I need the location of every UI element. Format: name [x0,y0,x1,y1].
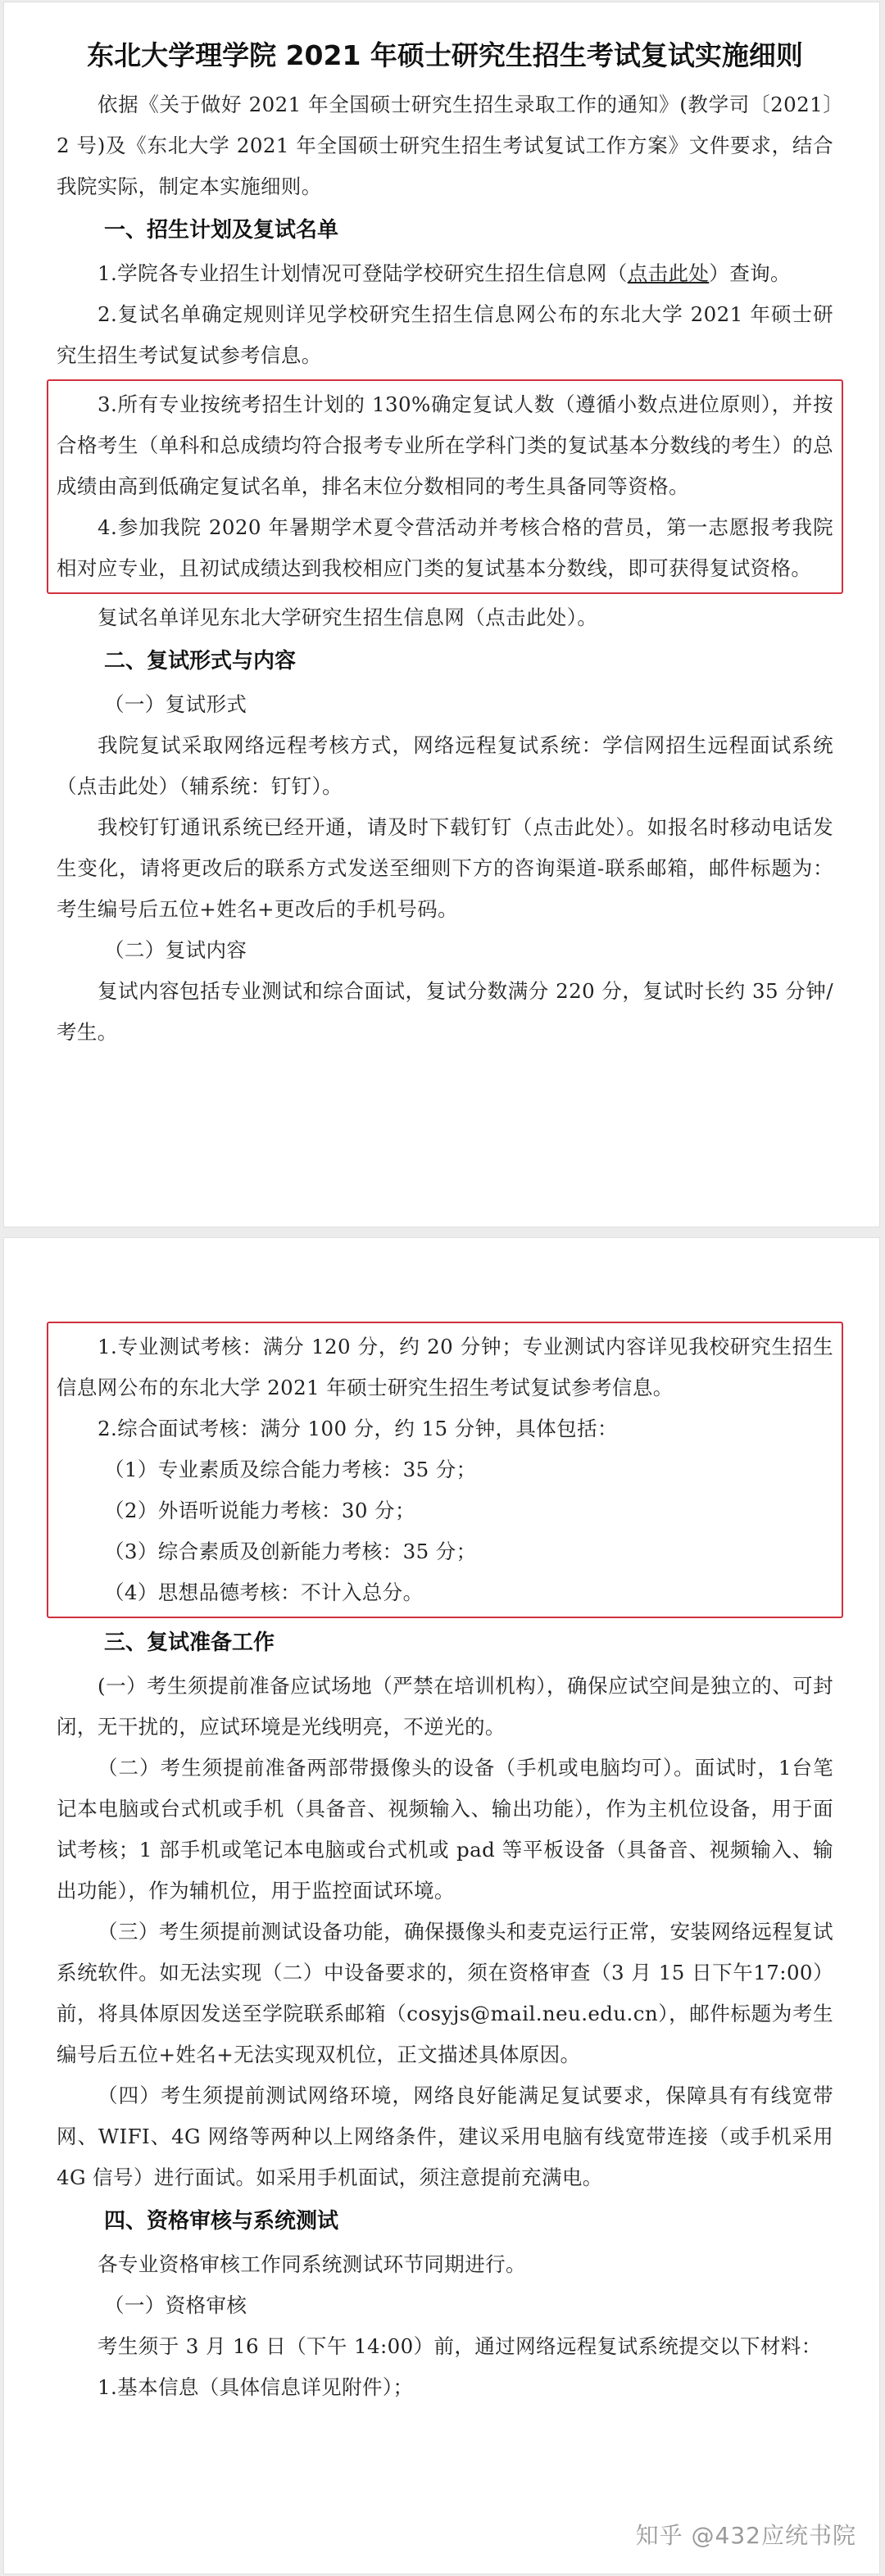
highlight-box-1 [47,379,843,594]
section-1-item-1 [57,253,833,294]
section-1-item-1-text-after: ）查询。 [709,261,791,285]
section-2-paragraph-1: 我院复试采取网络远程考核方式，网络远程复试系统：学信网招生远程面试系统（点击此处）（辅系统：钉钉）。 [57,733,833,798]
section-2-paragraph-3: 复试内容包括专业测试和综合面试，复试分数满分 220 分，复试时长约 35 分钟/考生。 [57,979,833,1044]
test-item-2: 2.综合面试考核：满分 100 分，约 15 分钟，具体包括： [98,1417,618,1440]
page-1-content [57,35,833,1053]
section-1-heading: 一、招生计划及复试名单 [104,218,339,243]
section-4-paragraph-3: 1.基本信息（具体信息详见附件）； [98,2375,414,2399]
interview-item-4: （4）思想品德考核：不计入总分。 [104,1581,424,1604]
section-4-paragraph-2: 考生须于 3 月 16 日（下午 14:00）前，通过网络远程复试系统提交以下材料： [98,2334,822,2358]
test-item-1: 1.专业测试考核：满分 120 分，约 20 分钟；专业测试内容详见我校研究生招生信息网公布的东北大学 2021 年硕士研究生招生考试复试参考信息。 [57,1335,833,1399]
interview-item-3: （3）综合素质及创新能力考核：35 分； [104,1540,477,1563]
section-3-paragraph-1: (一）考生须提前准备应试场地（严禁在培训机构），确保应试空间是独立的、可封闭，无干扰的，应试环境是光线明亮，不逆光的。 [57,1674,833,1739]
document-page-1 [3,2,880,1227]
section-1-item-5: 复试名单详见东北大学研究生招生信息网（点击此处）。 [98,605,598,629]
section-2-paragraph-2: 我校钉钉通讯系统已经开通，请及时下载钉钉（点击此处）。如报名时移动电话发生变化，请将更改后的联系方式发送至细则下方的咨询渠道-联系邮箱，邮件标题为：考生编号后五位+姓名+更改后的手机号码。 [57,815,833,921]
section-3-paragraph-4: （四）考生须提前测试网络环境，网络良好能满足复试要求，保障具有有线宽带网、WIFI、4G 网络等两种以上网络条件，建议采用电脑有线宽带连接（或手机采用 4G 信号）进行面试。如采用手机面试，须注意提前充满电。 [57,2084,833,2189]
intro-paragraph: 依据《关于做好 2021 年全国硕士研究生招生录取工作的通知》(教学司〔2021〕2 号)及《东北大学 2021 年全国硕士研究生招生考试复试工作方案》文件要求，结合我院实际，制定本实施细则。 [57,93,833,198]
section-1-item-3: 3.所有专业按统考招生计划的 130%确定复试人数（遵循小数点进位原则），并按合格考生（单科和总成绩均符合报考专业所在学科门类的复试基本分数线的考生）的总成绩由高到低确定复试名单，排名末位分数相同的考生具备同等资格。 [57,392,833,498]
section-3-heading: 三、复试准备工作 [104,1630,275,1655]
section-4-subheading-1: （一）资格审核 [104,2293,247,2317]
section-2-heading: 二、复试形式与内容 [104,649,297,673]
click-here-link[interactable]: 点击此处 [627,261,710,285]
highlight-box-2 [47,1322,843,1618]
section-3-paragraph-3: （三）考生须提前测试设备功能，确保摄像头和麦克运行正常，安装网络远程复试系统软件。如无法实现（二）中设备要求的，须在资格审查（3 月 15 日下午17:00）前，将具体原因发送至学院联系邮箱（cosyjs@mail.neu.edu.cn），邮件标题为考生编号后五位+姓名+无法实现双机位，正文描述具体原因。 [57,1920,833,2066]
interview-item-1: （1）专业素质及综合能力考核：35 分； [104,1458,477,1481]
section-3-paragraph-2: （二）考生须提前准备两部带摄像头的设备（手机或电脑均可）。面试时，1台笔记本电脑或台式机或手机（具备音、视频输入、输出功能），作为主机位设备，用于面试考核；1 部手机或笔记本电脑或台式机或 pad 等平板设备（具备音、视频输入、输出功能），作为辅机位，用于监控面试环境。 [57,1756,833,1903]
document-page-2 [3,1237,880,2574]
section-2-subheading-1: （一）复试形式 [104,692,247,716]
section-4-paragraph-1: 各专业资格审核工作同系统测试环节同期进行。 [98,2252,526,2276]
interview-item-2: （2）外语听说能力考核：30 分； [104,1499,415,1522]
document-title: 东北大学理学院 2021 年硕士研究生招生考试复试实施细则 [87,39,803,71]
section-2-subheading-2: （二）复试内容 [104,938,247,962]
zhihu-watermark: 知乎 @432应统书院 [635,2522,856,2549]
section-1-item-4: 4.参加我院 2020 年暑期学术夏令营活动并考核合格的营员，第一志愿报考我院相对应专业，且初试成绩达到我校相应门类的复试基本分数线，即可获得复试资格。 [57,515,833,580]
section-4-heading: 四、资格审核与系统测试 [104,2209,339,2234]
section-1-item-1-text-before: 1.学院各专业招生计划情况可登陆学校研究生招生信息网（ [98,261,628,285]
page-2-content [57,1318,833,2408]
section-1-item-2: 2.复试名单确定规则详见学校研究生招生信息网公布的东北大学 2021 年硕士研究生招生考试复试参考信息。 [57,302,833,367]
